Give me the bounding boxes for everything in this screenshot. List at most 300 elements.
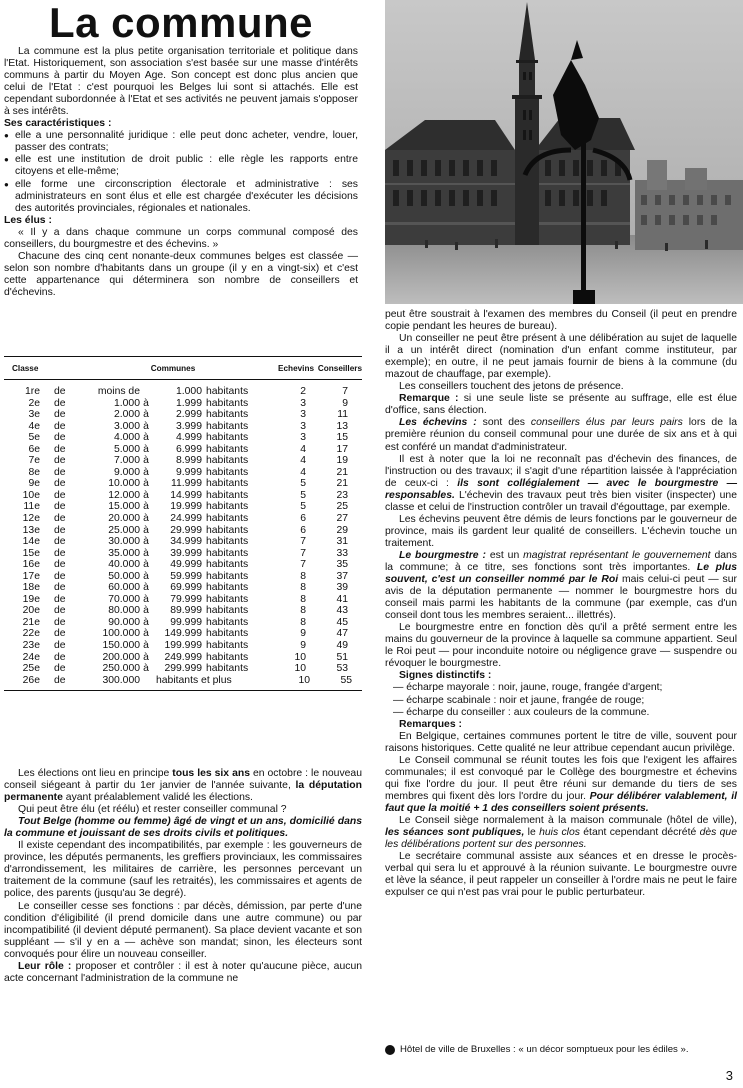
echevins-cell: 7 <box>300 536 306 548</box>
from-cell: 70.000 <box>108 593 140 605</box>
caracteristiques-heading: Ses caractéristiques : <box>4 118 112 130</box>
text-run: Leur rôle : <box>18 960 72 972</box>
to-cell: 2.999 <box>175 409 202 421</box>
unit-cell: habitants <box>206 640 249 652</box>
prefix-cell: de <box>54 616 66 628</box>
remarques-heading: Remarques : <box>399 718 462 730</box>
text-run: Les élections ont lieu en principe <box>18 768 173 779</box>
header-classe: Classe <box>12 363 39 373</box>
text-run: sont des <box>476 417 531 429</box>
table-row <box>4 398 362 410</box>
table-row <box>4 490 362 502</box>
conseil-reunion-paragraph <box>385 755 737 815</box>
classe-cell: 26e <box>22 674 40 686</box>
to-cell: 79.999 <box>170 593 202 605</box>
text-run: huis clos <box>539 827 580 839</box>
unit-cell: habitants <box>206 501 249 513</box>
to-cell: 34.999 <box>170 536 202 548</box>
secretaire-paragraph: Le secrétaire communal assiste aux séances et en dresse le procès-verbal qui sera lu et approuvé à la réunion suivante. Le bourgmestre ouvre et lève la séance, il peut rappeler un conseiller à l'ordre mais ne peut le faire expulser ce qui n'est pas vrai pour le public perturbateur. <box>385 851 737 899</box>
separator-cell: à <box>143 455 149 467</box>
separator-cell: à <box>143 651 149 663</box>
conseillers-cell: 35 <box>336 559 348 571</box>
table-header <box>4 357 362 380</box>
echevins-cell: 4 <box>300 443 306 455</box>
from-cell: 90.000 <box>108 616 140 628</box>
classe-cell: 11e <box>23 501 40 513</box>
unit-cell: habitants <box>206 432 249 444</box>
separator-cell: à <box>143 478 149 490</box>
echevins-cell: 7 <box>300 559 306 571</box>
table-row <box>4 432 362 444</box>
conseillers-cell: 45 <box>336 616 348 628</box>
prefix-cell: de <box>54 651 66 663</box>
elections-paragraph <box>4 768 362 804</box>
cessation-paragraph: Le conseiller cesse ses fonctions : par décès, démission, par perte d'une condition d'éligibilité (il prend domicile dans une autre commune) ou par incompatibilité (il devient député permanent). Sa place devient vacante et son suppléant — s'il y en a — achève son mandat; sinon, les électeurs sont convoqués pour élire un nouveau conseiller. <box>4 900 362 960</box>
text-run: dès que les délibérations portent sur des personnes. <box>385 827 737 851</box>
classe-cell: 19e <box>22 593 40 605</box>
signes-list <box>385 682 737 718</box>
text-run: Il est à noter que la loi ne reconnaît pas d'échevin des finances, de l'instruction ou des travaux; il s'agit d'une répartition laissée à l'appréciation de ceux-ci : <box>385 453 737 489</box>
unit-cell: habitants <box>206 443 249 455</box>
conseillers-cell: 47 <box>336 628 348 640</box>
list-item: ● elle a une personnalité juridique : elle peut donc acheter, vendre, louer, passer des contrats; <box>4 130 358 154</box>
prefix-cell: de <box>54 478 66 490</box>
list-item: ● elle est une institution de droit public : elle règle les rapports entre citoyens et elle-même; <box>4 154 358 178</box>
classe-cell: 20e <box>22 605 40 617</box>
text-run: conseillers élus par leurs pairs <box>530 417 683 429</box>
conseillers-cell: 37 <box>336 570 348 582</box>
echevins-cell: 10 <box>294 663 306 675</box>
classe-cell: 4e <box>28 420 40 432</box>
classe-cell: 3e <box>28 409 40 421</box>
from-cell: 25.000 <box>108 524 140 536</box>
unit-cell: habitants <box>206 455 249 467</box>
echevins-cell: 8 <box>300 593 306 605</box>
from-cell: 250.000 <box>102 663 140 675</box>
conseillers-cell: 21 <box>336 466 348 478</box>
to-cell: 69.999 <box>170 582 202 594</box>
classe-cell: 5e <box>28 432 40 444</box>
echevins-cell: 3 <box>300 397 306 409</box>
elus-heading: Les élus : <box>4 214 52 226</box>
hotel-de-ville-photo <box>385 0 743 304</box>
unit-cell: habitants <box>206 663 249 675</box>
header-conseillers: Conseillers <box>317 363 362 373</box>
unit-cell: habitants <box>206 409 249 421</box>
prefix-cell: de <box>54 593 66 605</box>
bullet-icon <box>385 1045 395 1055</box>
to-cell: 39.999 <box>170 547 202 559</box>
table-row <box>4 513 362 525</box>
from-cell: 9.000 <box>113 466 140 478</box>
prefix-cell: de <box>54 547 66 559</box>
table-row <box>4 617 362 629</box>
conseillers-cell: 25 <box>336 501 348 513</box>
text-run: étant cependant décrété <box>579 827 700 839</box>
table-row <box>4 559 362 571</box>
to-cell: 9.999 <box>175 466 202 478</box>
photo-caption <box>385 1044 737 1055</box>
conseillers-cell: 49 <box>336 640 348 652</box>
classe-cell: 8e <box>28 466 40 478</box>
separator-cell: à <box>143 397 149 409</box>
conseillers-cell: 19 <box>336 455 348 467</box>
from-cell: 4.000 <box>113 432 140 444</box>
echevins-demis-paragraph: Les échevins peuvent être démis de leurs fonctions par le gouverneur de province, mais ils gardent leur qualité de conseillers. L'échevin touche un traitement. <box>385 513 737 549</box>
separator-cell: à <box>143 663 149 675</box>
separator-cell: à <box>143 628 149 640</box>
caption-text: Hôtel de ville de Bruxelles : « un décor somptueux pour les édiles ». <box>400 1044 689 1055</box>
echevins-cell: 5 <box>300 478 306 490</box>
unit-cell: habitants <box>206 559 249 571</box>
prefix-cell: de <box>54 489 66 501</box>
echevins-cell: 8 <box>300 605 306 617</box>
unit-cell: habitants <box>206 570 249 582</box>
text-run: lors de la première réunion du conseil communal pour une durée de six ans et à qui est conféré un mandat d'administrateur. <box>385 417 737 453</box>
table-row <box>4 501 362 513</box>
text-run: dans la commune; à ce titre, ses fonctions sont très importantes. <box>385 549 737 573</box>
to-cell: 14.999 <box>170 489 202 501</box>
text-run: les séances sont publiques, <box>385 827 525 839</box>
text-run: mais celui-ci peut — sur avis de la députation permanente — nommer le bourgmestre hors du conseil mais parmi les habitants de la commune (par exemple, cas d'un conseil dont tous les membres seraient... illettrés). <box>385 574 737 622</box>
prefix-cell: de <box>54 409 66 421</box>
text-run: en octobre : le nouveau conseil siégeant à partir du 1er janvier de l'année suivante, <box>4 768 362 792</box>
text-run: Le Conseil siège normalement à la maison communale (hôtel de ville), <box>399 814 737 826</box>
prefix-cell: de <box>54 559 66 571</box>
to-cell: 1.000 <box>175 386 202 397</box>
to-cell: 11.999 <box>170 478 202 490</box>
table-row <box>4 652 362 664</box>
conseillers-cell: 11 <box>337 409 348 421</box>
right-paragraph-1: peut être soustrait à l'examen des membres du Conseil (il peut en prendre copie pendant les heures de bureau). <box>385 309 737 333</box>
echevins-cell: 9 <box>300 640 306 652</box>
communes-table <box>4 356 362 691</box>
separator-cell: à <box>143 432 149 444</box>
remarque-paragraph <box>385 393 737 417</box>
echevins-cell: 3 <box>300 432 306 444</box>
text-run: ayant préalablement validé les élections. <box>62 792 253 804</box>
from-cell: 50.000 <box>108 570 140 582</box>
text-run: Le plus souvent, c'est un conseiller nommé par le Roi <box>385 561 738 586</box>
to-cell: 6.999 <box>175 443 202 455</box>
unit-cell: habitants <box>206 513 249 525</box>
to-cell: 89.999 <box>170 605 202 617</box>
text-run: la députation permanente <box>4 780 363 804</box>
conseillers-cell: 51 <box>336 651 348 663</box>
echevins-cell: 10 <box>294 651 306 663</box>
to-cell: 99.999 <box>170 616 202 628</box>
echevins-cell: 4 <box>300 466 306 478</box>
classe-cell: 21e <box>22 616 40 628</box>
prefix-cell: de <box>54 674 66 686</box>
to-cell: 29.999 <box>170 524 202 536</box>
conseillers-cell: 31 <box>336 536 348 548</box>
classe-cell: 23e <box>22 640 40 652</box>
table-row <box>4 421 362 433</box>
classe-cell: 9e <box>28 478 40 490</box>
prefix-cell: de <box>54 536 66 548</box>
separator-cell: à <box>143 640 149 652</box>
unit-cell: habitants <box>206 582 249 594</box>
separator-cell: à <box>143 524 149 536</box>
prefix-cell: de <box>54 582 66 594</box>
incompatibilites-paragraph: Il existe cependant des incompatibilités, par exemple : les gouverneurs de province, les députés permanents, les greffiers provinciaux, les commissaires d'arrondissement, les militaires de carrière, les personnes percevant un traitement de la commune (sauf les retraités), les commissaires et agents de police, des parents (jusqu'au 3e degré). <box>4 840 362 900</box>
role-paragraph <box>4 961 362 985</box>
unit-cell: habitants <box>206 386 249 397</box>
from-cell: 80.000 <box>108 605 140 617</box>
echevins-cell: 3 <box>300 409 306 421</box>
text-run: si une seule liste se présente au suffrage, elle est élue d'office, sans élection. <box>385 393 737 417</box>
to-cell: 249.999 <box>164 651 202 663</box>
conseillers-cell: 23 <box>336 489 348 501</box>
right-paragraph-3: Les conseillers touchent des jetons de présence. <box>399 381 624 393</box>
unit-cell: habitants <box>206 466 249 478</box>
prefix-cell: de <box>54 466 66 478</box>
table-row <box>4 571 362 583</box>
table-row <box>4 605 362 617</box>
lower-left-text <box>0 768 362 985</box>
table-row <box>4 386 362 398</box>
seances-paragraph <box>385 815 737 851</box>
conseillers-cell: 33 <box>336 547 348 559</box>
to-cell: 1.999 <box>175 397 202 409</box>
classe-cell: 15e <box>22 547 40 559</box>
classe-cell: 12e <box>22 513 40 525</box>
echevins-cell: 8 <box>300 570 306 582</box>
conseillers-cell: 17 <box>336 443 348 455</box>
separator-cell: à <box>143 489 149 501</box>
table-row <box>4 628 362 640</box>
table-row <box>4 444 362 456</box>
table-row <box>4 467 362 479</box>
separator-cell: à <box>143 513 149 525</box>
to-cell: 199.999 <box>164 640 202 652</box>
conseillers-cell: 43 <box>336 605 348 617</box>
table-row <box>4 594 362 606</box>
from-cell: 100.000 <box>102 628 140 640</box>
prefix-cell: de <box>54 524 66 536</box>
to-cell: 149.999 <box>164 628 202 640</box>
separator-cell: à <box>143 605 149 617</box>
echevins-cell: 5 <box>300 501 306 513</box>
from-cell: 200.000 <box>102 651 140 663</box>
conseillers-cell: 39 <box>336 582 348 594</box>
echevins-cell: 4 <box>300 455 306 467</box>
to-cell: 3.999 <box>175 420 202 432</box>
from-cell: moins de <box>97 386 140 397</box>
prefix-cell: de <box>54 570 66 582</box>
to-cell: habitants et plus <box>156 674 232 686</box>
unit-cell: habitants <box>206 605 249 617</box>
from-cell: 5.000 <box>113 443 140 455</box>
bourgmestre-paragraph <box>385 550 737 622</box>
page-number: 3 <box>725 1068 733 1083</box>
text-run: Le Conseil communal se réunit toutes les fois que l'exigent les affaires communales; il est convoqué par le Collège des bourgmestre et échevins qui fixe l'ordre du jour. Il peut être réuni sur demande du tiers de ses membres qui fixent dès lors l'ordre du jour. <box>385 754 737 802</box>
header-communes: Communes <box>150 363 196 373</box>
to-cell: 8.999 <box>175 455 202 467</box>
prefix-cell: de <box>54 443 66 455</box>
text-run: tous les six ans <box>172 768 250 779</box>
from-cell: 1.000 <box>113 397 140 409</box>
unit-cell: habitants <box>206 524 249 536</box>
to-cell: 299.999 <box>164 663 202 675</box>
classe-cell: 25e <box>22 663 40 675</box>
list-item: — écharpe du conseiller : aux couleurs de la commune. <box>393 706 650 718</box>
unit-cell: habitants <box>206 489 249 501</box>
classe-cell: 17e <box>22 570 40 582</box>
prefix-cell: de <box>54 501 66 513</box>
prefix-cell: de <box>54 397 66 409</box>
unit-cell: habitants <box>206 478 249 490</box>
table-row <box>4 536 362 548</box>
from-cell: 2.000 <box>113 409 140 421</box>
text-run: le <box>524 827 540 839</box>
prefix-cell: de <box>54 605 66 617</box>
conseillers-cell: 13 <box>336 420 348 432</box>
echevins-cell: 6 <box>300 513 306 525</box>
prefix-cell: de <box>54 513 66 525</box>
from-cell: 15.000 <box>108 501 140 513</box>
conseillers-cell: 9 <box>342 397 348 409</box>
list-item: — écharpe scabinale : noir et jaune, frangée de rouge; <box>393 694 645 706</box>
to-cell: 24.999 <box>170 513 202 525</box>
signes-heading: Signes distinctifs : <box>399 670 492 682</box>
right-paragraph-2: Un conseiller ne peut être présent à une délibération au sujet de laquelle il a un intérêt direct (nomination d'un enfant comme instituteur, par exemple); en outre, il ne peut jamais fournir de biens à la commune (du mazout de chauffage, par exemple). <box>385 333 737 381</box>
text-run: L'échevin des travaux peut très bien visiter (inspecter) une classe et celui de l'instruction contrôler un travail d'égouttage, par exemple. <box>385 489 737 513</box>
separator-cell: à <box>143 547 149 559</box>
from-cell: 60.000 <box>108 582 140 594</box>
echevins-cell: 8 <box>300 582 306 594</box>
to-cell: 59.999 <box>170 570 202 582</box>
to-cell: 49.999 <box>170 559 202 571</box>
unit-cell: habitants <box>206 616 249 628</box>
from-cell: 40.000 <box>108 559 140 571</box>
to-cell: 19.999 <box>170 501 202 513</box>
unit-cell: habitants <box>206 397 249 409</box>
echevins-cell: 8 <box>300 616 306 628</box>
table-row <box>4 548 362 560</box>
separator-cell: à <box>143 501 149 513</box>
separator-cell: à <box>143 536 149 548</box>
list-item: — écharpe mayorale : noir, jaune, rouge, frangée d'argent; <box>393 682 663 694</box>
echevins-cell: 9 <box>300 628 306 640</box>
classe-cell: 7e <box>28 455 40 467</box>
table-row <box>4 525 362 537</box>
echevins-cell: 6 <box>300 524 306 536</box>
separator-cell: à <box>143 570 149 582</box>
from-cell: 12.000 <box>108 489 140 501</box>
unit-cell: habitants <box>206 651 249 663</box>
prefix-cell: de <box>54 432 66 444</box>
prefix-cell: de <box>54 628 66 640</box>
from-cell: 7.000 <box>113 455 140 467</box>
conseillers-cell: 53 <box>336 663 348 675</box>
classe-cell: 18e <box>22 582 40 594</box>
prefix-cell: de <box>54 420 66 432</box>
from-cell: 20.000 <box>108 513 140 525</box>
classe-cell: 24e <box>22 651 40 663</box>
echevins-responsabilite-paragraph <box>385 454 737 514</box>
unit-cell: habitants <box>206 593 249 605</box>
echevins-cell: 2 <box>300 386 306 397</box>
separator-cell: à <box>143 466 149 478</box>
prefix-cell: de <box>54 455 66 467</box>
unit-cell: habitants <box>206 547 249 559</box>
bourgmestre-serment-paragraph: Le bourgmestre entre en fonction dès qu'il a prêté serment entre les mains du gouverneur de la province à laquelle sa commune appartient. Seul le Roi peut — pour inconduite notoire ou négligence grave — suspendre ou révoquer le bourgmestre. <box>385 622 737 670</box>
list-item: ● elle forme une circonscription électorale et administrative : ses administrateurs en sont élus et elle est chargée d'exécuter les décisions des autorités provinciales, régionales et nationales. <box>4 179 358 215</box>
from-cell: 3.000 <box>113 420 140 432</box>
classe-cell: 1re <box>24 386 40 397</box>
table-body <box>4 380 362 690</box>
table-row <box>4 663 362 675</box>
separator-cell: à <box>143 443 149 455</box>
table-row <box>4 582 362 594</box>
classe-cell: 10e <box>22 489 40 501</box>
eligibility-paragraph: Tout Belge (homme ou femme) âgé de vingt et un ans, domicilié dans la commune et jouissant de ses droits civils et politiques. <box>4 816 362 840</box>
unit-cell: habitants <box>206 536 249 548</box>
elus-quote: « Il y a dans chaque commune un corps communal composé des conseillers, du bourgmestre et des échevins. » <box>4 226 358 250</box>
classe-cell: 13e <box>22 524 40 536</box>
table-row <box>4 478 362 490</box>
text-run: Remarque : <box>399 393 459 405</box>
echevins-cell: 7 <box>300 547 306 559</box>
conseillers-cell: 55 <box>340 674 352 686</box>
from-cell: 35.000 <box>108 547 140 559</box>
prefix-cell: de <box>54 663 66 675</box>
unit-cell: habitants <box>206 420 249 432</box>
from-cell: 10.000 <box>108 478 140 490</box>
classe-cell: 2e <box>28 397 40 409</box>
text-run: Le bourgmestre : <box>399 549 486 561</box>
table-row <box>4 675 362 687</box>
separator-cell: à <box>143 593 149 605</box>
separator-cell: à <box>143 420 149 432</box>
question-paragraph: Qui peut être élu (et réélu) et rester conseiller communal ? <box>18 804 287 816</box>
separator-cell: à <box>143 559 149 571</box>
text-run: proposer et contrôler : il est à noter qu'aucune pièce, aucun acte concernant l'administration de la commune ne <box>4 960 362 984</box>
elus-paragraph: Chacune des cinq cent nonante-deux communes belges est classée — selon son nombre d'habitants dans un groupe (il y en a vingt-six) et c'est cette appartenance qui déterminera son nombre de conseillers et d'échevins. <box>4 250 358 298</box>
left-column <box>0 0 362 299</box>
page-title: La commune <box>48 0 314 46</box>
from-cell: 150.000 <box>102 640 140 652</box>
echevins-cell: 10 <box>298 674 310 686</box>
text-run: magistrat représentant le gouvernement <box>523 549 711 561</box>
text-run: ils sont collégialement — avec le bourgmestre — responsables. <box>385 477 737 501</box>
echevins-cell: 5 <box>300 489 306 501</box>
prefix-cell: de <box>54 386 66 397</box>
right-column <box>385 309 737 899</box>
header-echevins: Echevins <box>278 363 314 373</box>
from-cell: 30.000 <box>108 536 140 548</box>
conseillers-cell: 41 <box>336 593 348 605</box>
separator-cell <box>140 386 152 398</box>
ville-paragraph: En Belgique, certaines communes portent le titre de ville, souvent pour raisons historiques. Cette qualité ne leur attribue cependant aucun privilège. <box>385 730 737 754</box>
unit-cell: habitants <box>206 628 249 640</box>
conseillers-cell: 29 <box>336 524 348 536</box>
echevins-paragraph <box>385 417 737 453</box>
separator-cell: à <box>143 409 149 421</box>
echevins-cell: 3 <box>300 420 306 432</box>
prefix-cell: de <box>54 640 66 652</box>
text-run: Pour délibérer valablement, il faut que la moitié + 1 des conseillers soient présents. <box>385 790 737 814</box>
conseillers-cell: 15 <box>336 432 348 444</box>
classe-cell: 14e <box>22 536 40 548</box>
classe-cell: 22e <box>22 628 40 640</box>
classe-cell: 16e <box>22 559 40 571</box>
text-run: Les échevins : <box>399 417 477 429</box>
conseillers-cell: 27 <box>336 513 348 525</box>
classe-cell: 6e <box>28 443 40 455</box>
